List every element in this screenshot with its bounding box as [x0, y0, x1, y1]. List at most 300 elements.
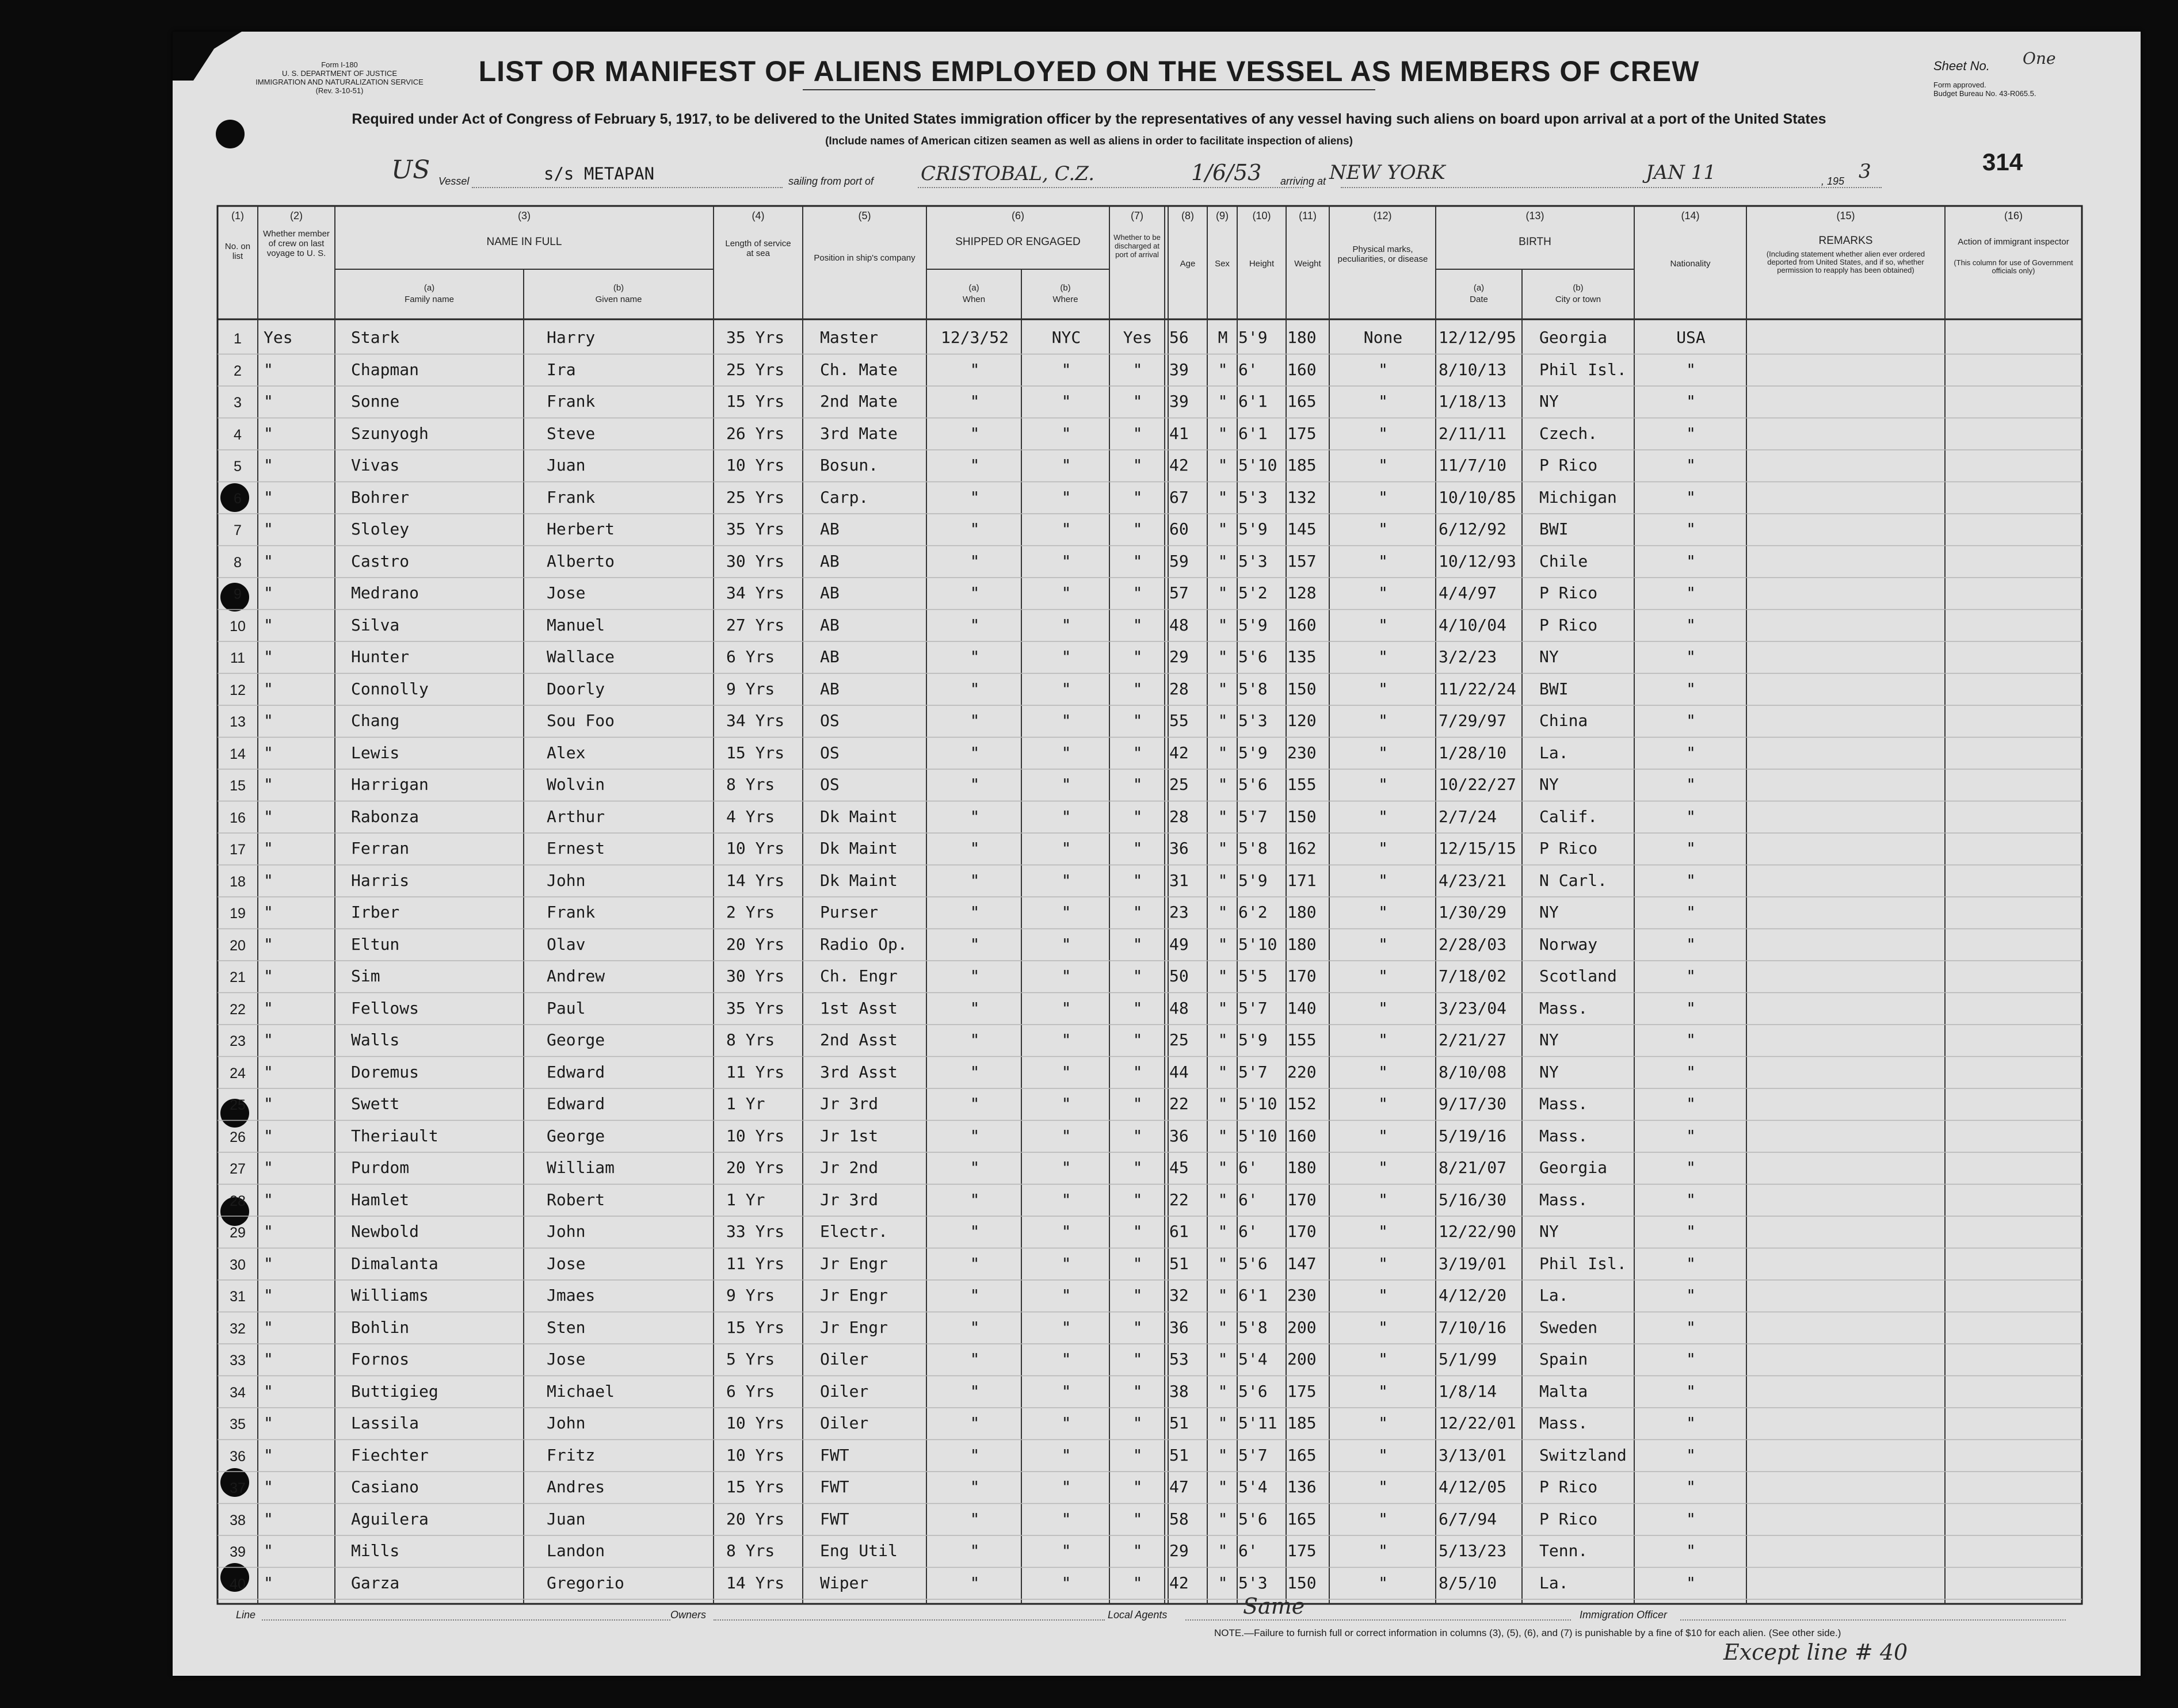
col2-value: " — [264, 679, 273, 698]
given-name: Paul — [547, 998, 586, 1018]
family-name: Harrigan — [351, 775, 429, 794]
height: 6'1 — [1238, 1286, 1268, 1305]
age: 60 — [1169, 519, 1189, 538]
service-length: 8 Yrs — [726, 1030, 775, 1049]
sex: " — [1218, 1254, 1228, 1273]
col4-header: Length of service at sea — [725, 239, 791, 258]
col2-value: " — [264, 487, 273, 507]
birth-date: 8/10/08 — [1439, 1062, 1507, 1082]
nationality: " — [1686, 1094, 1696, 1113]
physical-marks: " — [1378, 1094, 1388, 1113]
given-name: Gregorio — [547, 1573, 624, 1592]
shipped-when: " — [970, 1254, 980, 1273]
shipped-where: " — [1061, 456, 1071, 475]
col3b-letter: (b) — [613, 283, 624, 293]
height: 6' — [1238, 1158, 1258, 1177]
birth-city: Switzland — [1539, 1445, 1627, 1465]
service-length: 26 Yrs — [726, 423, 785, 443]
given-name: John — [547, 1222, 586, 1241]
given-name: Olav — [547, 934, 586, 954]
col5-header: Position in ship's company — [814, 253, 916, 263]
physical-marks: " — [1378, 423, 1388, 443]
row-number: 37 — [230, 1480, 246, 1496]
age: 32 — [1169, 1286, 1189, 1305]
shipped-when: " — [970, 679, 980, 698]
given-name: Herbert — [547, 519, 615, 538]
col12-header: Physical marks, peculiarities, or disease — [1337, 244, 1428, 264]
family-name: Sloley — [351, 519, 410, 538]
family-name: Fellows — [351, 998, 419, 1018]
birth-city: NY — [1539, 1062, 1559, 1082]
age: 61 — [1169, 1222, 1189, 1241]
given-name: John — [547, 1413, 586, 1432]
height: 5'9 — [1238, 328, 1268, 347]
weight: 170 — [1287, 966, 1317, 985]
given-name: Sten — [547, 1317, 586, 1337]
sex: " — [1218, 487, 1228, 507]
age: 48 — [1169, 998, 1189, 1018]
shipped-where: " — [1061, 1413, 1071, 1432]
birth-date: 12/22/90 — [1439, 1222, 1516, 1241]
arriving-port: NEW YORK — [1329, 161, 1445, 184]
weight: 155 — [1287, 1030, 1317, 1049]
birth-city: P Rico — [1539, 1477, 1598, 1496]
row-number: 17 — [230, 842, 246, 858]
sex: " — [1218, 583, 1228, 602]
except-note: Except line # 40 — [1723, 1640, 1908, 1665]
sex: " — [1218, 1541, 1228, 1560]
birth-city: BWI — [1539, 519, 1569, 538]
age: 47 — [1169, 1477, 1189, 1496]
birth-city: Scotland — [1539, 966, 1617, 985]
position: Master — [820, 328, 879, 347]
weight: 180 — [1287, 328, 1317, 347]
physical-marks: " — [1378, 1413, 1388, 1432]
physical-marks: " — [1378, 807, 1388, 826]
given-name: Fritz — [547, 1445, 596, 1465]
height: 5'6 — [1238, 647, 1268, 666]
discharged: " — [1132, 1317, 1143, 1337]
position: AB — [820, 551, 840, 571]
sex: " — [1218, 551, 1228, 571]
height: 5'2 — [1238, 583, 1268, 602]
col2-value: " — [264, 1541, 273, 1560]
birth-date: 2/28/03 — [1439, 934, 1507, 954]
sex: " — [1218, 1350, 1228, 1369]
col2-value: " — [264, 1509, 273, 1529]
weight: 150 — [1287, 807, 1317, 826]
position: Radio Op. — [820, 934, 907, 954]
service-length: 33 Yrs — [726, 1222, 785, 1241]
col11-number: (11) — [1299, 210, 1317, 221]
shipped-where: " — [1061, 998, 1071, 1018]
given-name: Jose — [547, 1254, 586, 1273]
family-name: Fiechter — [351, 1445, 429, 1465]
sex: " — [1218, 360, 1228, 379]
row-number: 40 — [230, 1576, 246, 1592]
given-name: Wolvin — [547, 775, 605, 794]
row-number: 12 — [230, 682, 246, 698]
birth-date: 5/19/16 — [1439, 1126, 1507, 1145]
revision: (Rev. 3-10-51) — [315, 86, 364, 95]
row-number: 39 — [230, 1544, 246, 1560]
height: 5'8 — [1238, 839, 1268, 858]
age: 42 — [1169, 743, 1189, 762]
height: 5'3 — [1238, 551, 1268, 571]
service-length: 11 Yrs — [726, 1062, 785, 1082]
position: 2nd Asst — [820, 1030, 898, 1049]
weight: 180 — [1287, 934, 1317, 954]
shipped-when: " — [970, 519, 980, 538]
height: 5'7 — [1238, 998, 1268, 1018]
sex: " — [1218, 1445, 1228, 1465]
shipped-where: " — [1061, 583, 1071, 602]
birth-city: Calif. — [1539, 807, 1598, 826]
age: 25 — [1169, 775, 1189, 794]
age: 42 — [1169, 456, 1189, 475]
nationality: " — [1686, 679, 1696, 698]
approved-text: Form approved. — [1933, 81, 1986, 89]
col2-value: " — [264, 647, 273, 666]
weight: 185 — [1287, 456, 1317, 475]
nationality: " — [1686, 775, 1696, 794]
age: 53 — [1169, 1350, 1189, 1369]
sex: " — [1218, 1062, 1228, 1082]
sex: " — [1218, 1222, 1228, 1241]
birth-date: 1/30/29 — [1439, 903, 1507, 922]
height: 6' — [1238, 1541, 1258, 1560]
position: FWT — [820, 1445, 849, 1465]
physical-marks: " — [1378, 998, 1388, 1018]
discharged: " — [1132, 1477, 1143, 1496]
service-length: 15 Yrs — [726, 392, 785, 411]
row-number: 3 — [234, 395, 242, 411]
position: Eng Util — [820, 1541, 898, 1560]
row-number: 36 — [230, 1448, 246, 1465]
col2-value: Yes — [264, 328, 293, 347]
discharged: " — [1132, 839, 1143, 858]
birth-city: N Carl. — [1539, 870, 1608, 890]
col7-number: (7) — [1131, 210, 1143, 221]
footer-note: NOTE.—Failure to furnish full or correct information in columns (3), (5), (6), and (7) is punishable by a fine of $10 for each alien. (See other side.) — [1214, 1627, 1841, 1638]
shipped-where: " — [1061, 1222, 1071, 1241]
position: OS — [820, 743, 840, 762]
sex: " — [1218, 1126, 1228, 1145]
discharged: " — [1132, 711, 1143, 730]
height: 5'7 — [1238, 807, 1268, 826]
col2-value: " — [264, 1126, 273, 1145]
col3a-letter: (a) — [424, 283, 435, 293]
birth-city: Chile — [1539, 551, 1588, 571]
row-number: 14 — [230, 746, 246, 762]
given-name: Robert — [547, 1190, 605, 1209]
birth-date: 3/19/01 — [1439, 1254, 1507, 1273]
col3-number: (3) — [518, 210, 531, 221]
physical-marks: " — [1378, 551, 1388, 571]
discharged: " — [1132, 1509, 1143, 1529]
nationality: " — [1686, 1317, 1696, 1337]
height: 5'9 — [1238, 743, 1268, 762]
physical-marks: " — [1378, 392, 1388, 411]
discharged: " — [1132, 392, 1143, 411]
service-length: 35 Yrs — [726, 998, 785, 1018]
shipped-when: " — [970, 1509, 980, 1529]
family-name: Walls — [351, 1030, 400, 1049]
height: 5'3 — [1238, 487, 1268, 507]
discharged: " — [1132, 647, 1143, 666]
birth-date: 5/1/99 — [1439, 1350, 1497, 1369]
birth-city: La. — [1539, 1286, 1569, 1305]
service-length: 35 Yrs — [726, 328, 785, 347]
row-number: 32 — [230, 1320, 246, 1337]
position: AB — [820, 583, 840, 602]
weight: 160 — [1287, 615, 1317, 635]
service-length: 15 Yrs — [726, 743, 785, 762]
nationality: " — [1686, 1030, 1696, 1049]
given-name: Harry — [547, 328, 596, 347]
weight: 145 — [1287, 519, 1317, 538]
family-name: Bohrer — [351, 487, 410, 507]
shipped-where: " — [1061, 1509, 1071, 1529]
shipped-where: " — [1061, 1317, 1071, 1337]
col15-header: REMARKS — [1818, 235, 1873, 247]
row-number: 25 — [230, 1097, 246, 1113]
family-name: Garza — [351, 1573, 400, 1592]
col2-value: " — [264, 583, 273, 602]
nationality: " — [1686, 1477, 1696, 1496]
service-length: 5 Yrs — [726, 1350, 775, 1369]
given-name: Steve — [547, 423, 596, 443]
sex: " — [1218, 1413, 1228, 1432]
sex: " — [1218, 839, 1228, 858]
service-length: 1 Yr — [726, 1094, 765, 1113]
weight: 175 — [1287, 423, 1317, 443]
height: 5'9 — [1238, 615, 1268, 635]
age: 50 — [1169, 966, 1189, 985]
nationality: " — [1686, 1413, 1696, 1432]
position: AB — [820, 615, 840, 635]
page-number: 314 — [1982, 148, 2023, 175]
weight: 180 — [1287, 1158, 1317, 1177]
discharged: " — [1132, 1573, 1143, 1592]
physical-marks: " — [1378, 647, 1388, 666]
birth-date: 4/12/20 — [1439, 1286, 1507, 1305]
birth-date: 3/2/23 — [1439, 647, 1497, 666]
shipped-where: " — [1061, 647, 1071, 666]
col9-header: Sex — [1215, 259, 1230, 269]
col2-value: " — [264, 1158, 273, 1177]
service-length: 8 Yrs — [726, 775, 775, 794]
sex: " — [1218, 1509, 1228, 1529]
discharged: " — [1132, 1350, 1143, 1369]
shipped-when: " — [970, 998, 980, 1018]
birth-city: Mass. — [1539, 1190, 1588, 1209]
shipped-where: " — [1061, 839, 1071, 858]
sex: " — [1218, 903, 1228, 922]
sex: " — [1218, 934, 1228, 954]
birth-city: Malta — [1539, 1381, 1588, 1401]
col15-number: (15) — [1836, 210, 1855, 221]
sex: " — [1218, 1477, 1228, 1496]
given-name: Sou Foo — [547, 711, 615, 730]
family-name: Swett — [351, 1094, 400, 1113]
arriving-label: arriving at — [1280, 175, 1326, 187]
row-number: 11 — [230, 650, 245, 666]
weight: 165 — [1287, 1509, 1317, 1529]
position: Dk Maint — [820, 870, 898, 890]
shipped-where: " — [1061, 711, 1071, 730]
sailing-date: 1/6/53 — [1191, 160, 1262, 185]
birth-date: 11/22/24 — [1439, 679, 1516, 698]
shipped-where: " — [1061, 487, 1071, 507]
physical-marks: " — [1378, 1062, 1388, 1082]
position: Jr Engr — [820, 1286, 888, 1305]
col14-header: Nationality — [1670, 259, 1711, 269]
height: 5'8 — [1238, 1317, 1268, 1337]
col2-value: " — [264, 1413, 273, 1432]
shipped-where: " — [1061, 1381, 1071, 1401]
height: 5'11 — [1238, 1413, 1277, 1432]
service-length: 25 Yrs — [726, 487, 785, 507]
nationality: " — [1686, 870, 1696, 890]
age: 57 — [1169, 583, 1189, 602]
nationality: " — [1686, 839, 1696, 858]
col3b-header: Given name — [595, 295, 642, 304]
position: Dk Maint — [820, 839, 898, 858]
sex: M — [1218, 328, 1228, 347]
position: Ch. Engr — [820, 966, 898, 985]
row-number: 31 — [230, 1289, 246, 1305]
shipped-when: " — [970, 870, 980, 890]
row-number: 5 — [234, 458, 242, 475]
col6-number: (6) — [1012, 210, 1024, 221]
service-length: 25 Yrs — [726, 360, 785, 379]
shipped-when: " — [970, 1286, 980, 1305]
position: Jr 2nd — [820, 1158, 879, 1177]
height: 6' — [1238, 1190, 1258, 1209]
family-name: Newbold — [351, 1222, 419, 1241]
physical-marks: " — [1378, 1477, 1388, 1496]
nationality: " — [1686, 1062, 1696, 1082]
weight: 165 — [1287, 1445, 1317, 1465]
family-name: Sonne — [351, 392, 400, 411]
weight: 185 — [1287, 1413, 1317, 1432]
shipped-when: " — [970, 903, 980, 922]
birth-date: 12/15/15 — [1439, 839, 1516, 858]
physical-marks: " — [1378, 903, 1388, 922]
physical-marks: " — [1378, 839, 1388, 858]
discharged: " — [1132, 743, 1143, 762]
shipped-where: " — [1061, 934, 1071, 954]
nationality: USA — [1676, 328, 1706, 347]
position: Jr Engr — [820, 1254, 888, 1273]
service-length: 2 Yrs — [726, 903, 775, 922]
birth-date: 3/23/04 — [1439, 998, 1507, 1018]
vessel-name: s/s METAPAN — [544, 164, 655, 184]
arrival-date: JAN 11 — [1646, 161, 1717, 184]
sex: " — [1218, 711, 1228, 730]
weight: 152 — [1287, 1094, 1317, 1113]
shipped-when: " — [970, 456, 980, 475]
discharged: " — [1132, 1094, 1143, 1113]
weight: 165 — [1287, 392, 1317, 411]
age: 56 — [1169, 328, 1189, 347]
sex: " — [1218, 456, 1228, 475]
service-length: 9 Yrs — [726, 1286, 775, 1305]
row-number: 20 — [230, 937, 246, 954]
service-length: 10 Yrs — [726, 839, 785, 858]
given-name: Juan — [547, 456, 586, 475]
sex: " — [1218, 1158, 1228, 1177]
birth-date: 4/23/21 — [1439, 870, 1507, 890]
nationality: " — [1686, 1254, 1696, 1273]
discharged: " — [1132, 1541, 1143, 1560]
col2-value: " — [264, 1190, 273, 1209]
nationality: " — [1686, 998, 1696, 1018]
birth-city: Mass. — [1539, 1126, 1588, 1145]
height: 5'8 — [1238, 679, 1268, 698]
height: 5'10 — [1238, 934, 1277, 954]
family-name: Chang — [351, 711, 400, 730]
shipped-when: " — [970, 487, 980, 507]
birth-city: NY — [1539, 1030, 1559, 1049]
birth-date: 1/28/10 — [1439, 743, 1507, 762]
row-number: 19 — [230, 905, 246, 922]
height: 5'9 — [1238, 870, 1268, 890]
birth-date: 2/21/27 — [1439, 1030, 1507, 1049]
physical-marks: " — [1378, 1509, 1388, 1529]
row-number: 21 — [230, 969, 246, 985]
birth-city: P Rico — [1539, 1509, 1598, 1529]
discharged: " — [1132, 1445, 1143, 1465]
family-name: Hunter — [351, 647, 410, 666]
discharged: " — [1132, 519, 1143, 538]
col15-subheader: (Including statement whether alien ever ordered deported from United States, and if so, whether permission to reapply has been obtained) — [1766, 250, 1925, 274]
weight: 200 — [1287, 1350, 1317, 1369]
nationality: " — [1686, 1509, 1696, 1529]
row-number: 2 — [234, 362, 242, 379]
family-name: Fornos — [351, 1350, 410, 1369]
service-length: 15 Yrs — [726, 1317, 785, 1337]
position: Dk Maint — [820, 807, 898, 826]
sex: " — [1218, 998, 1228, 1018]
age: 22 — [1169, 1094, 1189, 1113]
shipped-where: " — [1061, 1126, 1071, 1145]
height: 5'10 — [1238, 1126, 1277, 1145]
row-number: 7 — [234, 522, 242, 538]
weight: 230 — [1287, 743, 1317, 762]
row-number: 8 — [234, 554, 242, 571]
nationality: " — [1686, 583, 1696, 602]
col1-number: (1) — [231, 210, 244, 221]
service-length: 20 Yrs — [726, 1509, 785, 1529]
age: 44 — [1169, 1062, 1189, 1082]
row-number: 34 — [230, 1384, 246, 1401]
physical-marks: " — [1378, 360, 1388, 379]
birth-date: 5/13/23 — [1439, 1541, 1507, 1560]
service-length: 6 Yrs — [726, 1381, 775, 1401]
sheet-number-value: One — [2023, 49, 2056, 68]
service-length: 30 Yrs — [726, 551, 785, 571]
nationality: " — [1686, 1190, 1696, 1209]
height: 6' — [1238, 360, 1258, 379]
given-name: Andrew — [547, 966, 605, 985]
age: 28 — [1169, 679, 1189, 698]
col2-value: " — [264, 456, 273, 475]
height: 5'3 — [1238, 711, 1268, 730]
position: AB — [820, 679, 840, 698]
shipped-where: " — [1061, 1541, 1071, 1560]
